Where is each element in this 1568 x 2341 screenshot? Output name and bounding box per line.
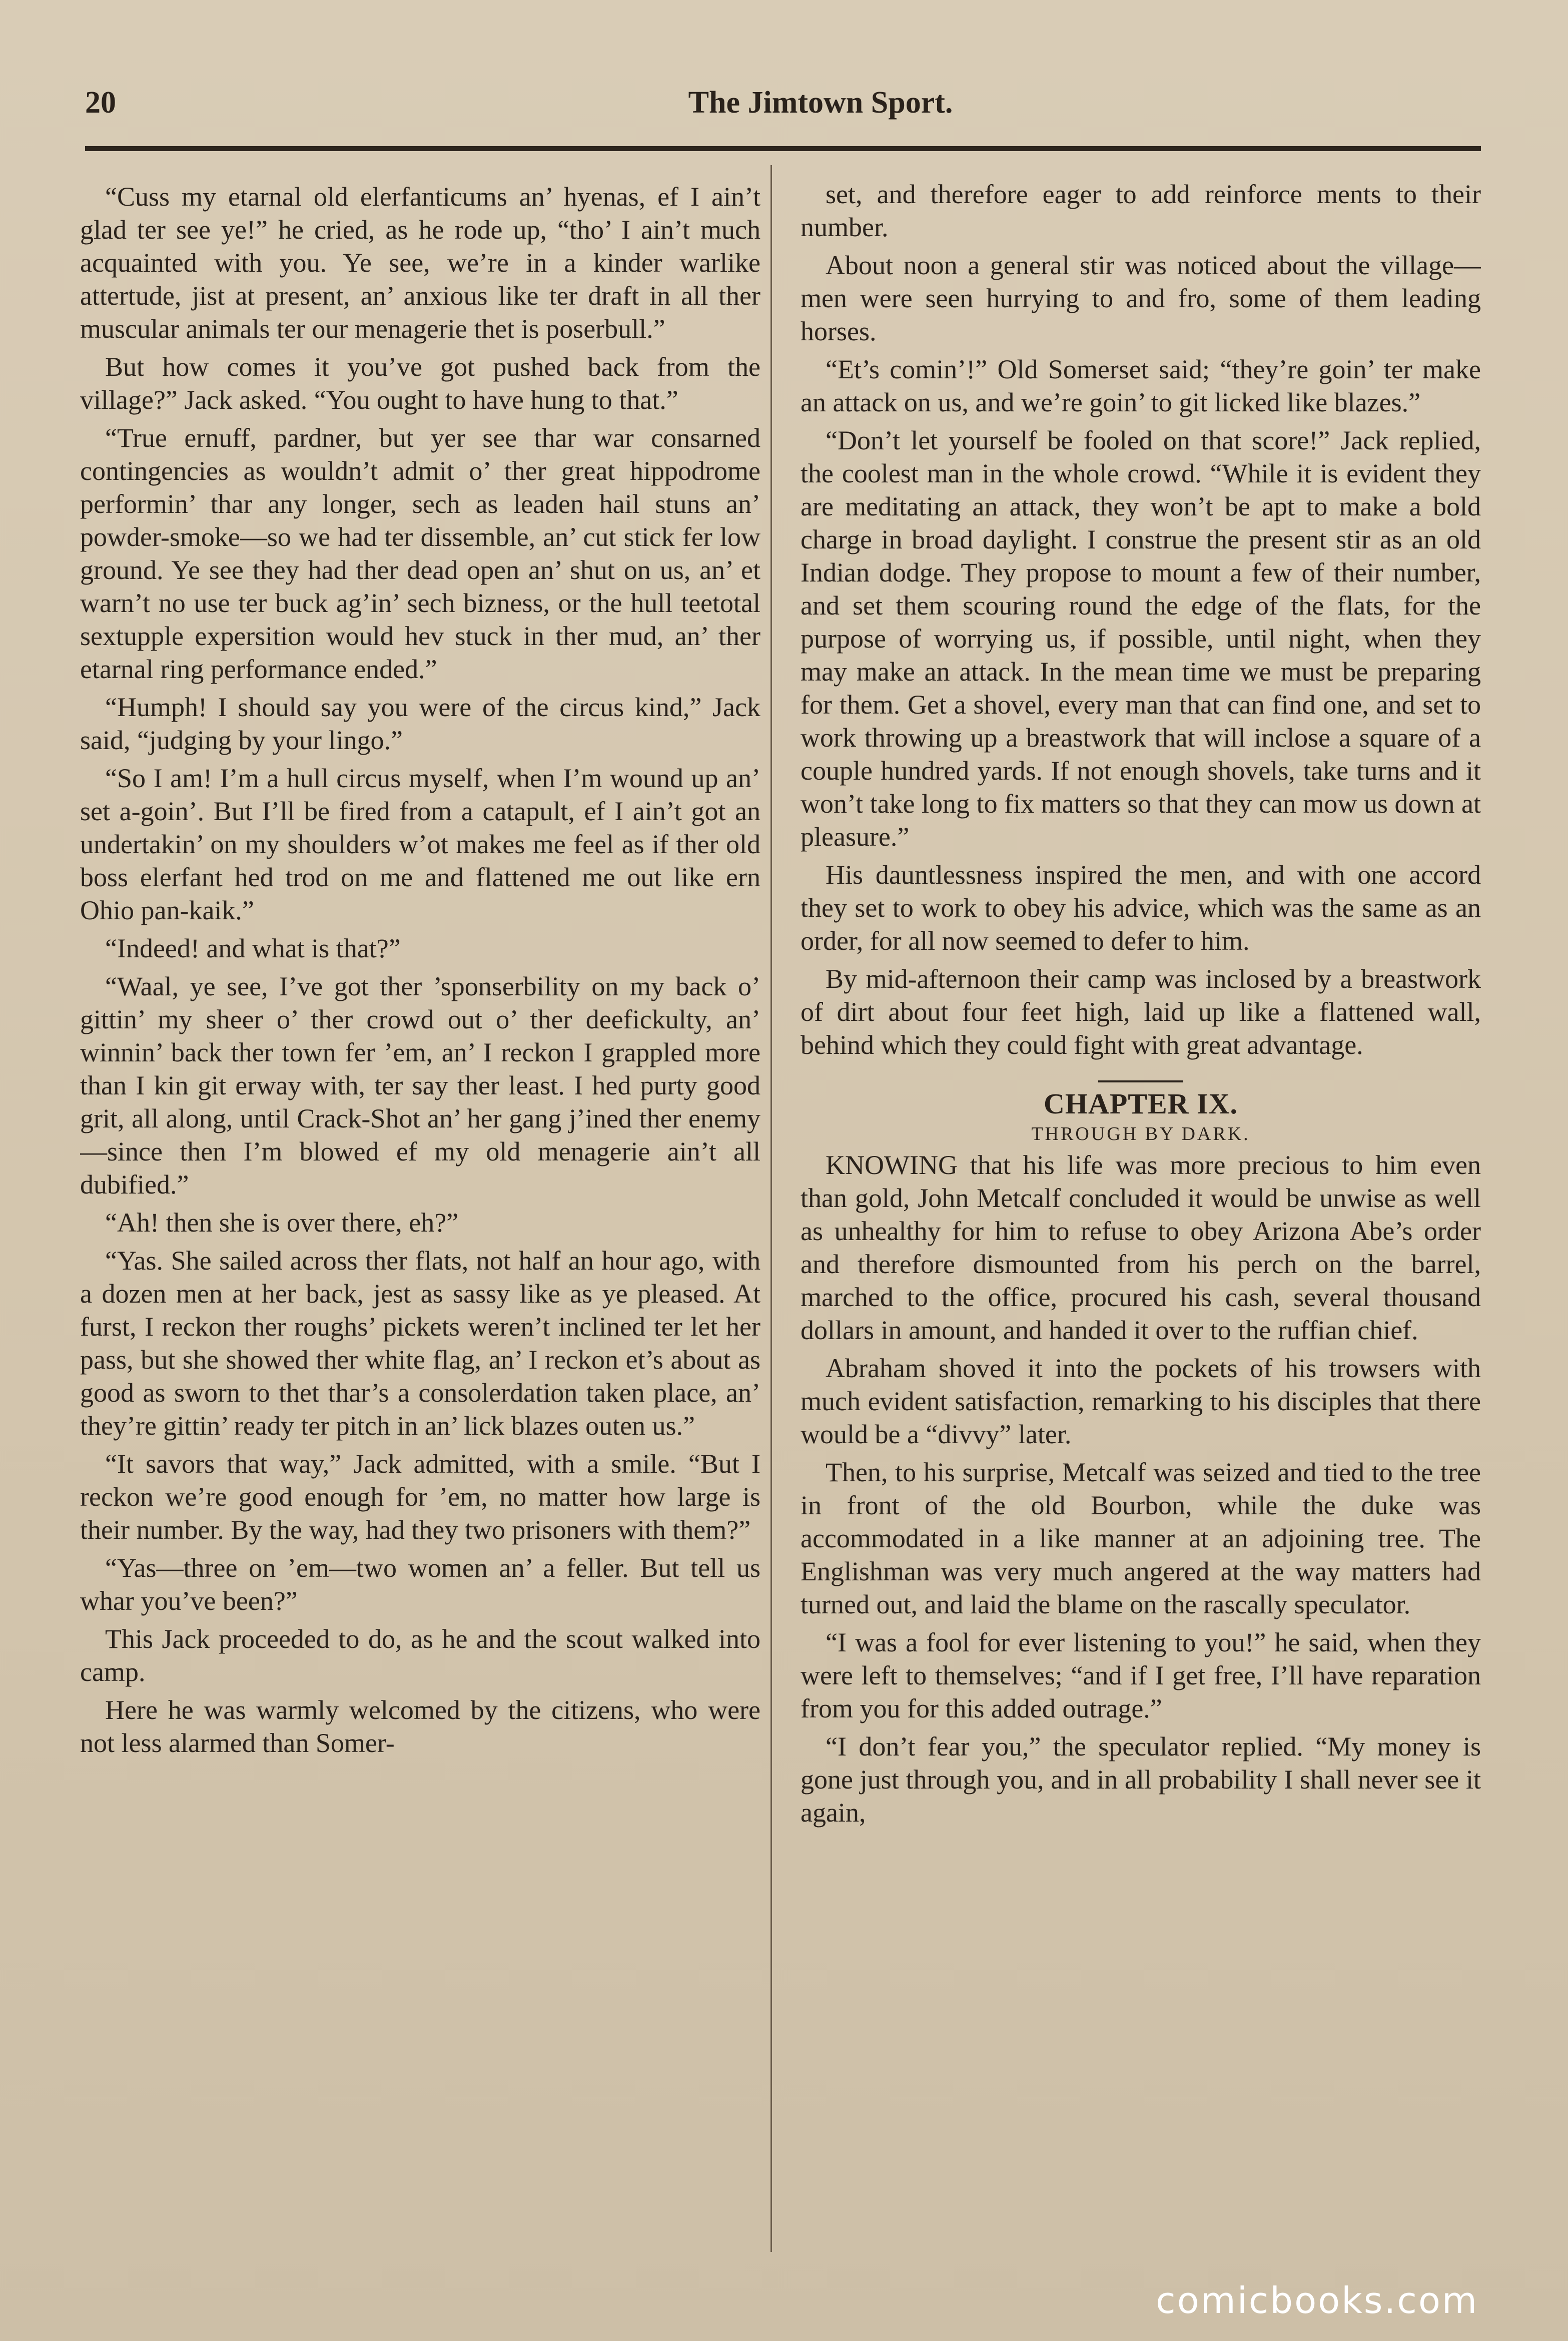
left-column: [80, 180, 760, 2262]
paragraph: Then, to his surprise, Metcalf was seized and tied to the tree in front of the old Bourbon, while the duke was accommodated in a like manner at an adjoining tree. The Englishman was very much angered at the way matters had turned out, and laid the blame on the rascally speculator.: [801, 1457, 1481, 1619]
chapter-subtitle: THROUGH BY DARK.: [1031, 1123, 1250, 1144]
paragraph: “I was a fool for ever listening to you!” he said, when they were left to themselves; “and if I get free, I’ll have reparation from you for this added outrage.”: [801, 1627, 1481, 1723]
chapter-heading: CHAPTER IX.: [1043, 1087, 1238, 1120]
paragraph: “I don’t fear you,” the speculator replied. “My money is gone just through you, and in all probability I shall never see it again,: [801, 1731, 1481, 1828]
paragraph: His dauntlessness inspired the men, and with one accord they set to work to obey his advice, which was the same as an order, for all now seemed to defer to him.: [801, 860, 1481, 956]
paragraph: This Jack proceeded to do, as he and the scout walked into camp.: [80, 1624, 760, 1687]
watermark: comicbooks.com: [1156, 2279, 1479, 2321]
paragraph: About noon a general stir was noticed about the village—men were seen hurrying to and fro, some of them leading horses.: [801, 250, 1481, 346]
paragraph: “Indeed! and what is that?”: [105, 933, 401, 963]
page-header: [85, 85, 1481, 130]
right-column: [801, 178, 1481, 2259]
chapter-rule: [1098, 1080, 1183, 1082]
paragraph: “It savors that way,” Jack admitted, with a smile. “But I reckon we’re good enough for ’em, no matter how large is their number. By the way, had they two prisoners with them?”: [80, 1449, 760, 1545]
paragraph: “Cuss my etarnal old elerfanticums an’ hyenas, ef I ain’t glad ter see ye!” he cried, as he rode up, “tho’ I ain’t much acquainted with you. Ye see, we’re in a kinder warlike attertude, jist at present, an’ anxious like ter draft in all ther muscular animals ter our menagerie thet is poserbull.”: [80, 182, 760, 344]
running-title: The Jimtown Sport.: [688, 86, 953, 120]
paragraph: “Humph! I should say you were of the circus kind,” Jack said, “judging by your lingo.”: [80, 692, 760, 755]
paragraph: By mid-afternoon their camp was inclosed by a breastwork of dirt about four feet high, laid up like a flattened wall, behind which they could fight with great advantage.: [801, 964, 1481, 1060]
paragraph: set, and therefore eager to add reinforce ments to their number.: [801, 179, 1481, 242]
column-divider: [770, 165, 772, 2252]
paragraph: Abraham shoved it into the pockets of his trowsers with much evident satisfaction, remarking to his disciples that there would be a “divvy” later.: [801, 1353, 1481, 1449]
paragraph: KNOWING that his life was more precious to him even than gold, John Metcalf concluded it would be unwise as well as unhealthy for him to refuse to obey Arizona Abe’s order and therefore dismounted from his perch on the barrel, marched to the office, procured his cash, several thousand dollars in amount, and handed it over to the ruffian chief.: [801, 1150, 1481, 1345]
header-rule: [85, 146, 1481, 151]
paragraph: But how comes it you’ve got pushed back from the village?” Jack asked. “You ought to have hung to that.”: [80, 352, 760, 415]
paragraph: “Et’s comin’!” Old Somerset said; “they’re goin’ ter make an attack on us, and we’re goin’ to git licked like blazes.”: [801, 354, 1481, 417]
paragraph: “Waal, ye see, I’ve got ther ’sponserbility on my back o’ gittin’ my sheer o’ ther crowd out o’ ther deefickulty, an’ winnin’ back ther town fer ’em, an’ I reckon I grappled more than I kin git erway with, ter say ther least. I hed purty good grit, all along, until Crack-Shot an’ her gang j’ined ther enemy—since then I’m blowed ef my old menagerie ain’t all dubified.”: [80, 971, 760, 1200]
paragraph: “Ah! then she is over there, eh?”: [105, 1208, 459, 1238]
paragraph: “So I am! I’m a hull circus myself, when I’m wound up an’ set a-goin’. But I’ll be fired from a catapult, ef I ain’t got an undertakin’ on my shoulders w’ot makes me feel as if ther old boss elerfant hed trod on me and flattened me out like ern Ohio pan-kaik.”: [80, 763, 760, 925]
paragraph: “Yas—three on ’em—two women an’ a feller. But tell us whar you’ve been?”: [80, 1553, 760, 1616]
page-number: 20: [85, 86, 116, 120]
paragraph: “Don’t let yourself be fooled on that score!” Jack replied, the coolest man in the whole crowd. “While it is evident they are meditating an attack, they won’t be apt to make a bold charge in broad daylight. I construe the present stir as an old Indian dodge. They propose to mount a few of their number, and set them scouring round the edge of the flats, for the purpose of worrying us, if possible, until night, when they may make an attack. In the mean time we must be preparing for them. Get a shovel, every man that can find one, and set to work throwing up a breastwork that will inclose a square of a couple hundred yards. If not enough shovels, take turns and it won’t take long to fix matters so that they can mow us down at pleasure.”: [801, 425, 1481, 852]
paragraph: Here he was warmly welcomed by the citizens, who were not less alarmed than Somer-: [80, 1695, 760, 1758]
paragraph: “True ernuff, pardner, but yer see thar war consarned contingencies as wouldn’t admit o’ ther great hippodrome performin’ thar any longer, sech as leaden hail stuns an’ powder-smoke—so we had ter dissemble, an’ cut stick fer low ground. Ye see they had ther dead open an’ shut on us, an’ et warn’t no use ter buck ag’in’ sech bizness, or the hull teetotal sextupple expersition would hev stuck in ther mud, an’ ther etarnal ring performance ended.”: [80, 423, 760, 684]
paragraph: “Yas. She sailed across ther flats, not half an hour ago, with a dozen men at her back, jest as sassy like as ye pleased. At furst, I reckon ther roughs’ pickets weren’t inclined ter let her pass, but she showed ther white flag, an’ I reckon et’s about as good as sworn to thet thar’s a consolerdation taken place, an’ they’re gittin’ ready ter pitch in an’ lick blazes outen us.”: [80, 1246, 760, 1441]
